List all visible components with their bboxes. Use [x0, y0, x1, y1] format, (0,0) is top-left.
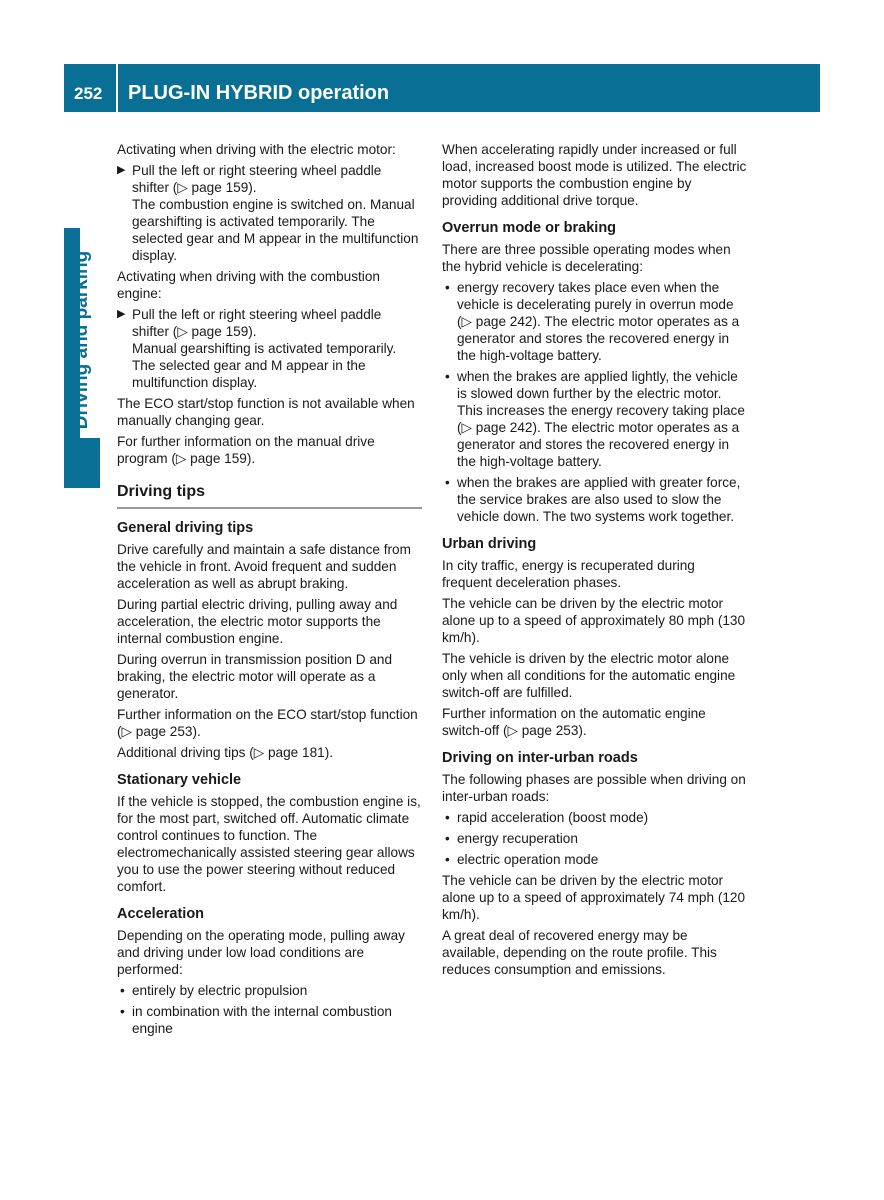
paragraph: If the vehicle is stopped, the combustion engine is, for the most part, switched off. Automatic climate control continues to function. The electromechanically assisted steering gear allows you to use the power steering without reduced comfort. [117, 794, 421, 894]
list-item-text: energy recuperation [457, 831, 578, 846]
paragraph: Further information on the automatic engine switch-off (▷ page 253). [442, 706, 706, 738]
paragraph: The vehicle is driven by the electric motor alone only when all conditions for the automatic engine switch-off are fulfilled. [442, 651, 736, 700]
bullet-icon: • [445, 852, 450, 867]
step-arrow-icon: ▶ [117, 308, 126, 320]
paragraph: Additional driving tips (▷ page 181). [117, 745, 333, 760]
list-item [442, 368, 748, 470]
list-item-text: when the brakes are applied lightly, the vehicle is slowed down further by the electric motor. This increases the energy recovery taking place (▷ page 242). The electric motor operates as a generator and stores the recovered energy in the high-voltage battery. [457, 369, 745, 469]
bullet-icon: • [445, 369, 450, 384]
header-divider [116, 64, 118, 112]
bullet-icon: • [445, 831, 450, 846]
paragraph: The following phases are possible when driving on inter-urban roads: [442, 772, 746, 804]
list-item [442, 851, 748, 868]
right-column [442, 141, 748, 982]
list-item-text: electric operation mode [457, 852, 599, 867]
list-item-text: in combination with the internal combustion engine [132, 1004, 392, 1036]
list-item-text: rapid acceleration (boost mode) [457, 810, 649, 825]
list-item [442, 830, 748, 847]
subheading-inter-urban-roads: Driving on inter-urban roads [442, 750, 638, 766]
left-column [117, 141, 422, 1041]
list-item-text: energy recovery takes place even when the vehicle is decelerating purely in overrun mode (▷ page 242). The electric motor operates as a generator and stores the recovered energy in the high-voltage battery. [457, 280, 740, 363]
paragraph: For further information on the manual drive program (▷ page 159). [117, 434, 375, 466]
paragraph: During partial electric driving, pulling away and acceleration, the electric motor supports the internal combustion engine. [117, 597, 398, 646]
paragraph: Further information on the ECO start/stop function (▷ page 253). [117, 707, 418, 739]
paragraph: Activating when driving with the combustion engine: [117, 269, 380, 301]
step-text: Pull the left or right steering wheel paddle shifter (▷ page 159). [132, 163, 382, 195]
instruction-step [117, 162, 422, 264]
list-item [117, 1003, 422, 1037]
step-result: The combustion engine is switched on. Manual gearshifting is activated temporarily. The selected gear and M appear in the multifunction display. [132, 197, 419, 263]
bullet-icon: • [445, 280, 450, 295]
list-item-text: when the brakes are applied with greater force, the service brakes are also used to slow the vehicle down. The two systems work together. [457, 475, 741, 524]
paragraph: The vehicle can be driven by the electric motor alone up to a speed of approximately 74 mph (120 km/h). [442, 873, 746, 922]
list-item-text: entirely by electric propulsion [132, 983, 308, 998]
paragraph: There are three possible operating modes when the hybrid vehicle is decelerating: [442, 242, 731, 274]
step-result: Manual gearshifting is activated temporarily. The selected gear and M appear in the multifunction display. [132, 341, 397, 390]
subheading-acceleration: Acceleration [117, 906, 205, 922]
page-number: 252 [74, 84, 103, 103]
bullet-icon: • [120, 983, 125, 998]
paragraph: During overrun in transmission position D and braking, the electric motor will operate as a generator. [117, 652, 393, 701]
paragraph: Depending on the operating mode, pulling away and driving under low load conditions are performed: [117, 928, 405, 977]
paragraph: The ECO start/stop function is not available when manually changing gear. [117, 396, 415, 428]
list-item [442, 474, 748, 525]
bullet-icon: • [445, 810, 450, 825]
list-item [442, 279, 748, 364]
bullet-icon: • [445, 475, 450, 490]
paragraph: Activating when driving with the electric motor: [117, 142, 396, 157]
subheading-stationary-vehicle: Stationary vehicle [117, 772, 242, 788]
side-tab-label: Driving and parking [71, 250, 92, 430]
step-arrow-icon: ▶ [117, 164, 126, 176]
step-text: Pull the left or right steering wheel paddle shifter (▷ page 159). [132, 307, 382, 339]
paragraph: A great deal of recovered energy may be available, depending on the route profile. This reduces consumption and emissions. [442, 928, 717, 977]
instruction-step [117, 306, 422, 391]
section-heading-driving-tips: Driving tips [117, 481, 422, 509]
subheading-urban-driving: Urban driving [442, 536, 537, 552]
subheading-overrun-mode: Overrun mode or braking [442, 220, 617, 236]
paragraph: The vehicle can be driven by the electric motor alone up to a speed of approximately 80 mph (130 km/h). [442, 596, 746, 645]
paragraph: In city traffic, energy is recuperated during frequent deceleration phases. [442, 558, 695, 590]
page-title: PLUG-IN HYBRID operation [128, 82, 390, 104]
paragraph: When accelerating rapidly under increased or full load, increased boost mode is utilized. The electric motor supports the combustion engine by providing additional drive torque. [442, 142, 747, 208]
bullet-icon: • [120, 1004, 125, 1019]
subheading-general-driving-tips: General driving tips [117, 520, 254, 536]
list-item [117, 982, 422, 999]
list-item [442, 809, 748, 826]
paragraph: Drive carefully and maintain a safe distance from the vehicle in front. Avoid frequent and sudden acceleration as well as abrupt braking. [117, 542, 411, 591]
